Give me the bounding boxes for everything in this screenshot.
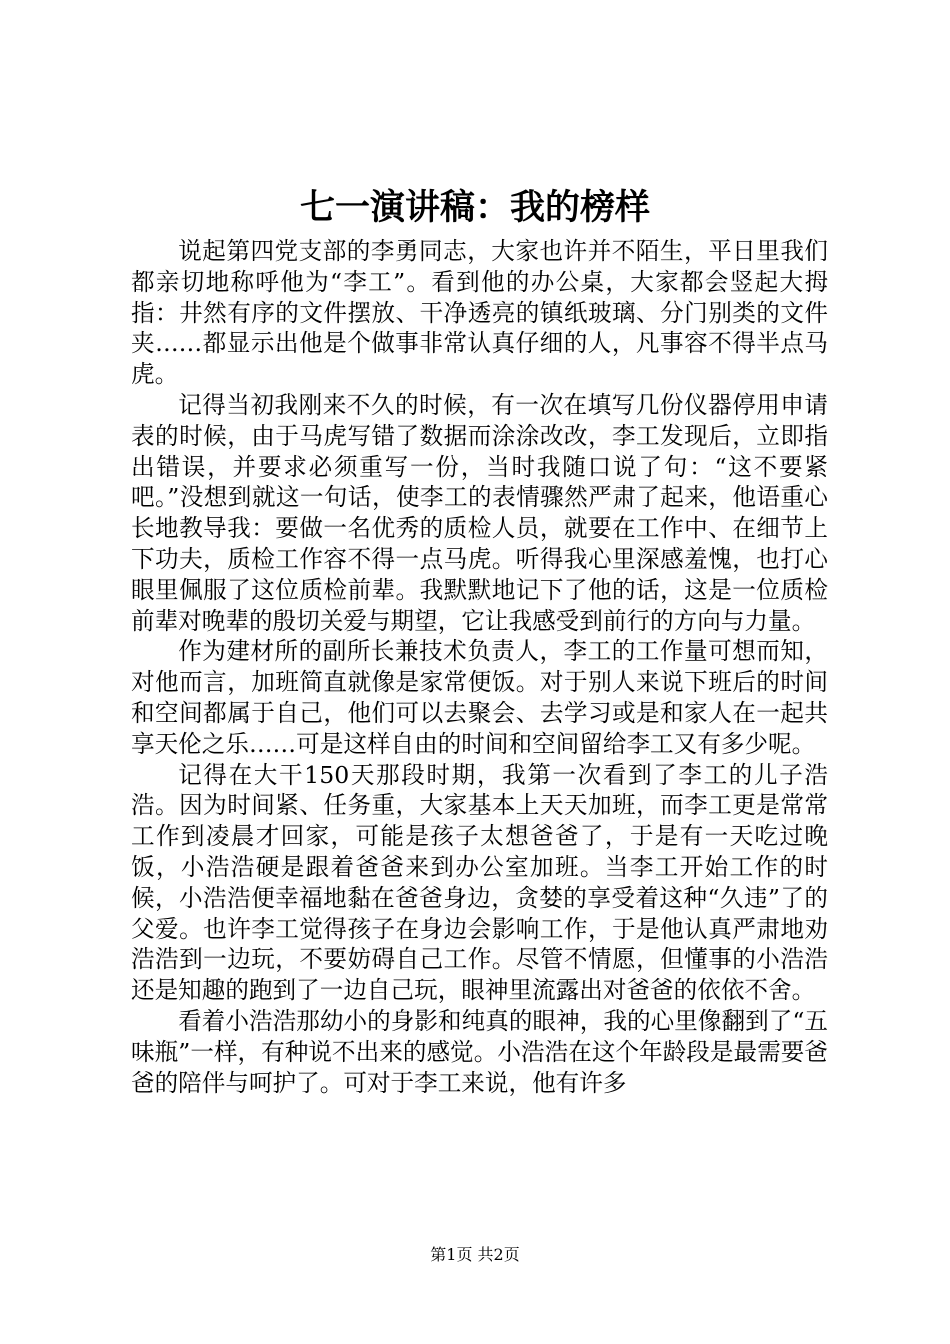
paragraph-1: 说起第四党支部的李勇同志，大家也许并不陌生，平日里我们都亲切地称呼他为“李工”。看到他的办公桌，大家都会竖起大拇指：井然有序的文件摆放、干净透亮的镇纸玻璃、分门别类的文件夹……都显示出他是个做事非常认真仔细的人，凡事容不得半点马虎。 bbox=[131, 237, 828, 389]
paragraph-2: 记得当初我刚来不久的时候，有一次在填写几份仪器停用申请表的时候，由于马虎写错了数据而涂涂改改，李工发现后，立即指出错误，并要求必须重写一份，当时我随口说了句：“这不要紧吧。”没想到就这一句话，使李工的表情骤然严肃了起来，他语重心长地教导我：要做一名优秀的质检人员，就要在工作中、在细节上下功夫，质检工作容不得一点马虎。听得我心里深感羞愧，也打心眼里佩服了这位质检前辈。我默默地记下了他的话，这是一位质检前辈对晚辈的殷切关爱与期望，它让我感受到前行的方向与力量。 bbox=[131, 390, 828, 635]
document-body bbox=[131, 236, 828, 1098]
page-footer: 第1页 共2页 bbox=[430, 1245, 520, 1264]
paragraph-4: 记得在大干150天那段时期，我第一次看到了李工的儿子浩浩。因为时间紧、任务重，大家基本上天天加班，而李工更是常常工作到凌晨才回家，可能是孩子太想爸爸了，于是有一天吃过晚饭，小浩浩硬是跟着爸爸来到办公室加班。当李工开始工作的时候，小浩浩便幸福地黏在爸爸身边，贪婪的享受着这种“久违”了的父爱。也许李工觉得孩子在身边会影响工作，于是他认真严肃地劝浩浩到一边玩，不要妨碍自己工作。尽管不情愿，但懂事的小浩浩还是知趣的跑到了一边自己玩，眼神里流露出对爸爸的依依不舍。 bbox=[131, 760, 828, 1005]
document-title: 七一演讲稿：我的榜样 bbox=[299, 187, 650, 228]
paragraph-3: 作为建材所的副所长兼技术负责人，李工的工作量可想而知，对他而言，加班简直就像是家常便饭。对于别人来说下班后的时间和空间都属于自己，他们可以去聚会、去学习或是和家人在一起共享天伦之乐……可是这样自由的时间和空间留给李工又有多少呢。 bbox=[131, 637, 828, 758]
paragraph-5: 看着小浩浩那幼小的身影和纯真的眼神，我的心里像翻到了“五味瓶”一样，有种说不出来的感觉。小浩浩在这个年龄段是最需要爸爸的陪伴与呵护了。可对于李工来说，他有许多 bbox=[131, 1006, 828, 1097]
